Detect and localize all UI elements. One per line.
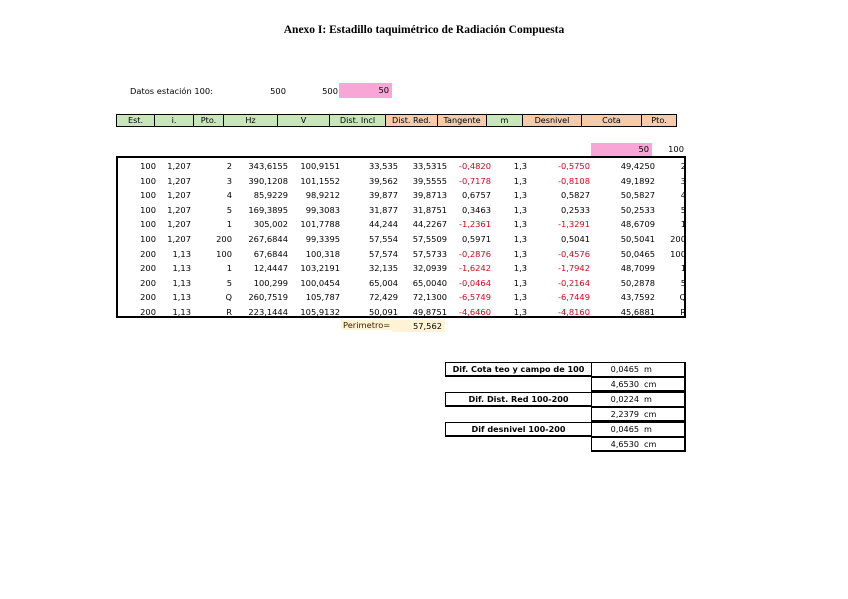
cell-v: 99,3395 [305,234,340,244]
cell-m: 1,3 [513,292,527,303]
cell-m: 1,3 [513,161,527,171]
cell-pto-2: 1 [680,219,686,230]
table-row [118,305,684,319]
cell-m: 1,3 [513,234,527,244]
cell-v: 99,3083 [305,204,340,215]
cell-hz: 267,6844 [248,234,288,244]
cell-tangente: -1,6242 [458,263,491,274]
cell-est: 200 [140,307,156,317]
header-pto-2: Pto. [642,115,676,126]
cell-tangente: -0,2876 [458,248,491,259]
cell-hz: 85,9229 [253,190,288,201]
summary-value-box [591,377,686,392]
table-row [118,261,684,275]
cell-dist-red: 44,2267 [412,219,447,230]
header-desnivel: Desnivel [523,115,582,126]
cell-pto-2: 100 [670,248,686,259]
start-pto: 100 [668,144,684,154]
page-title: Anexo I: Estadillo taquimétrico de Radiación Compuesta [283,24,565,36]
cell-m: 1,3 [513,307,527,317]
summary-unit: cm [644,439,657,449]
cell-pto: 4 [226,190,232,201]
cell-tangente: 0,5971 [461,234,491,244]
cell-est: 100 [140,234,156,244]
cell-pto-2: 5 [680,277,686,288]
cell-v: 98,9212 [305,190,340,201]
cell-est: 100 [140,190,156,201]
cell-dist-red: 72,1300 [412,292,447,303]
cell-dist-incl: 57,554 [368,234,398,244]
cell-desnivel: -6,7449 [557,292,590,303]
summary-unit: m [644,424,652,434]
cell-pto-2: 1 [680,263,686,274]
cell-m: 1,3 [513,175,527,186]
cell-i: 1,207 [167,219,191,230]
cell-tangente: -1,2361 [458,219,491,230]
cell-dist-red: 31,8751 [412,204,447,215]
cell-m: 1,3 [513,248,527,259]
cell-desnivel: -0,2164 [557,277,590,288]
summary-value: 0,0224 [610,394,639,404]
cell-dist-red: 65,0040 [412,277,447,288]
summary-label: Dif desnivel 100-200 [445,422,592,437]
station-x: 500 [270,86,286,96]
table-row [118,290,684,304]
cell-i: 1,207 [167,234,191,244]
cell-desnivel: -1,7942 [557,263,590,274]
summary-value: 0,0465 [610,424,639,434]
cell-i: 1,13 [172,277,191,288]
header-pto: Pto. [194,115,224,126]
cell-dist-red: 32,0939 [412,263,447,274]
cell-dist-red: 57,5733 [412,248,447,259]
cell-desnivel: -1,3291 [557,219,590,230]
header-dist-incl: Dist. Incl [330,115,386,126]
cell-cota: 48,7099 [620,263,655,274]
cell-pto: 5 [226,277,232,288]
header-dist-red: Dist. Red. [386,115,438,126]
cell-i: 1,207 [167,161,191,171]
cell-cota: 50,2878 [620,277,655,288]
cell-dist-incl: 44,244 [368,219,398,230]
cell-pto-2: R [680,307,686,317]
cell-v: 103,2191 [300,263,340,274]
cell-est: 200 [140,248,156,259]
cell-i: 1,13 [172,263,191,274]
cell-desnivel: 0,5827 [560,190,590,201]
cell-i: 1,13 [172,248,191,259]
cell-desnivel: 0,5041 [560,234,590,244]
cell-pto-2: 2 [680,161,686,171]
cell-tangente: -6,5749 [458,292,491,303]
cell-dist-red: 39,8713 [412,190,447,201]
cell-dist-incl: 32,135 [368,263,398,274]
cell-i: 1,13 [172,307,191,317]
cell-pto: Q [225,292,232,303]
station-y: 500 [322,86,338,96]
table-row [118,203,684,217]
cell-cota: 45,6881 [620,307,655,317]
cell-desnivel: -0,8108 [557,175,590,186]
cell-est: 100 [140,204,156,215]
cell-pto: 3 [226,175,232,186]
summary-value: 4,6530 [610,439,639,449]
summary-value: 0,0465 [610,364,639,374]
header-hz: Hz [224,115,278,126]
cell-tangente: 0,3463 [461,204,491,215]
cell-dist-incl: 39,562 [368,175,398,186]
station-z: 50 [339,83,392,98]
cell-tangente: -0,0464 [458,277,491,288]
cell-est: 200 [140,263,156,274]
cell-dist-incl: 57,574 [368,248,398,259]
cell-dist-red: 57,5509 [412,234,447,244]
cell-hz: 390,1208 [248,175,288,186]
cell-m: 1,3 [513,219,527,230]
cell-est: 200 [140,277,156,288]
cell-v: 100,318 [305,248,340,259]
cell-est: 100 [140,219,156,230]
cell-m: 1,3 [513,263,527,274]
cell-hz: 260,7519 [248,292,288,303]
table-row [118,217,684,231]
cell-cota: 49,4250 [620,161,655,171]
summary-unit: m [644,364,652,374]
summary-unit: cm [644,379,657,389]
summary-value: 4,6530 [610,379,639,389]
cell-i: 1,207 [167,204,191,215]
cell-v: 100,9151 [300,161,340,171]
summary-value-box [591,437,686,452]
cell-dist-incl: 31,877 [368,204,398,215]
cell-dist-incl: 65,004 [368,277,398,288]
header-tangente: Tangente [438,115,487,126]
cell-dist-incl: 33,535 [368,161,398,171]
cell-v: 105,787 [305,292,340,303]
table-header [116,114,677,127]
cell-v: 105,9132 [300,307,340,317]
header-v: V [278,115,330,126]
cell-desnivel: 0,2533 [560,204,590,215]
cell-dist-incl: 72,429 [368,292,398,303]
cell-i: 1,13 [172,292,191,303]
cell-m: 1,3 [513,190,527,201]
table-row [118,232,684,246]
table-row [118,174,684,188]
cell-pto: R [226,307,232,317]
cell-desnivel: -0,4576 [557,248,590,259]
data-table [116,156,686,318]
cell-hz: 169,3895 [248,204,288,215]
header-i: i. [155,115,194,126]
cell-cota: 49,1892 [620,175,655,186]
table-row [118,159,684,173]
cell-cota: 43,7592 [620,292,655,303]
cell-desnivel: -4,8160 [557,307,590,317]
cell-dist-incl: 50,091 [368,307,398,317]
perimeter-label: Perimetro= [343,320,391,330]
summary-label: Dif. Cota teo y campo de 100 [445,362,592,377]
cell-pto: 2 [226,161,232,171]
cell-est: 200 [140,292,156,303]
table-row [118,276,684,290]
summary-unit: cm [644,409,657,419]
summary-unit: m [644,394,652,404]
cell-pto: 100 [216,248,232,259]
cell-hz: 100,299 [253,277,288,288]
summary-value-box [591,422,686,437]
cell-v: 100,0454 [300,277,340,288]
cell-tangente: 0,6757 [461,190,491,201]
cell-m: 1,3 [513,204,527,215]
cell-pto: 1 [226,219,232,230]
cell-dist-red: 39,5555 [412,175,447,186]
cell-dist-red: 33,5315 [412,161,447,171]
cell-cota: 50,0465 [620,248,655,259]
cell-hz: 305,002 [253,219,288,230]
cell-pto-2: 4 [680,190,686,201]
summary-value-box [591,392,686,407]
cell-dist-incl: 39,877 [368,190,398,201]
cell-hz: 223,1444 [248,307,288,317]
cell-hz: 67,6844 [253,248,288,259]
cell-pto: 200 [216,234,232,244]
cell-v: 101,7788 [300,219,340,230]
cell-dist-red: 49,8751 [412,307,447,317]
station-label: Datos estación 100: [130,86,213,96]
cell-tangente: -0,4820 [458,161,491,171]
cell-cota: 50,5827 [620,190,655,201]
cell-i: 1,207 [167,190,191,201]
cell-hz: 12,4447 [253,263,288,274]
cell-tangente: -0,7178 [458,175,491,186]
cell-pto: 1 [226,263,232,274]
header-m: m [487,115,523,126]
summary-value-box [591,362,686,377]
cell-pto-2: 5 [680,204,686,215]
cell-tangente: -4,6460 [458,307,491,317]
cell-est: 100 [140,161,156,171]
cell-i: 1,207 [167,175,191,186]
cell-cota: 50,2533 [620,204,655,215]
cell-pto-2: 200 [670,234,686,244]
cell-m: 1,3 [513,277,527,288]
summary-label: Dif. Dist. Red 100-200 [445,392,592,407]
table-row [118,247,684,261]
header-est: Est. [117,115,155,126]
summary-value: 2,2379 [610,409,639,419]
cell-cota: 48,6709 [620,219,655,230]
cell-est: 100 [140,175,156,186]
cell-desnivel: -0,5750 [557,161,590,171]
cell-pto: 5 [226,204,232,215]
start-cota: 50 [591,143,652,156]
cell-v: 101,1552 [300,175,340,186]
perimeter-value: 57,562 [392,320,445,332]
cell-hz: 343,6155 [248,161,288,171]
cell-pto-2: 3 [680,175,686,186]
cell-cota: 50,5041 [620,234,655,244]
summary-value-box [591,407,686,422]
table-row [118,188,684,202]
cell-pto-2: Q [679,292,686,303]
header-cota: Cota [582,115,642,126]
